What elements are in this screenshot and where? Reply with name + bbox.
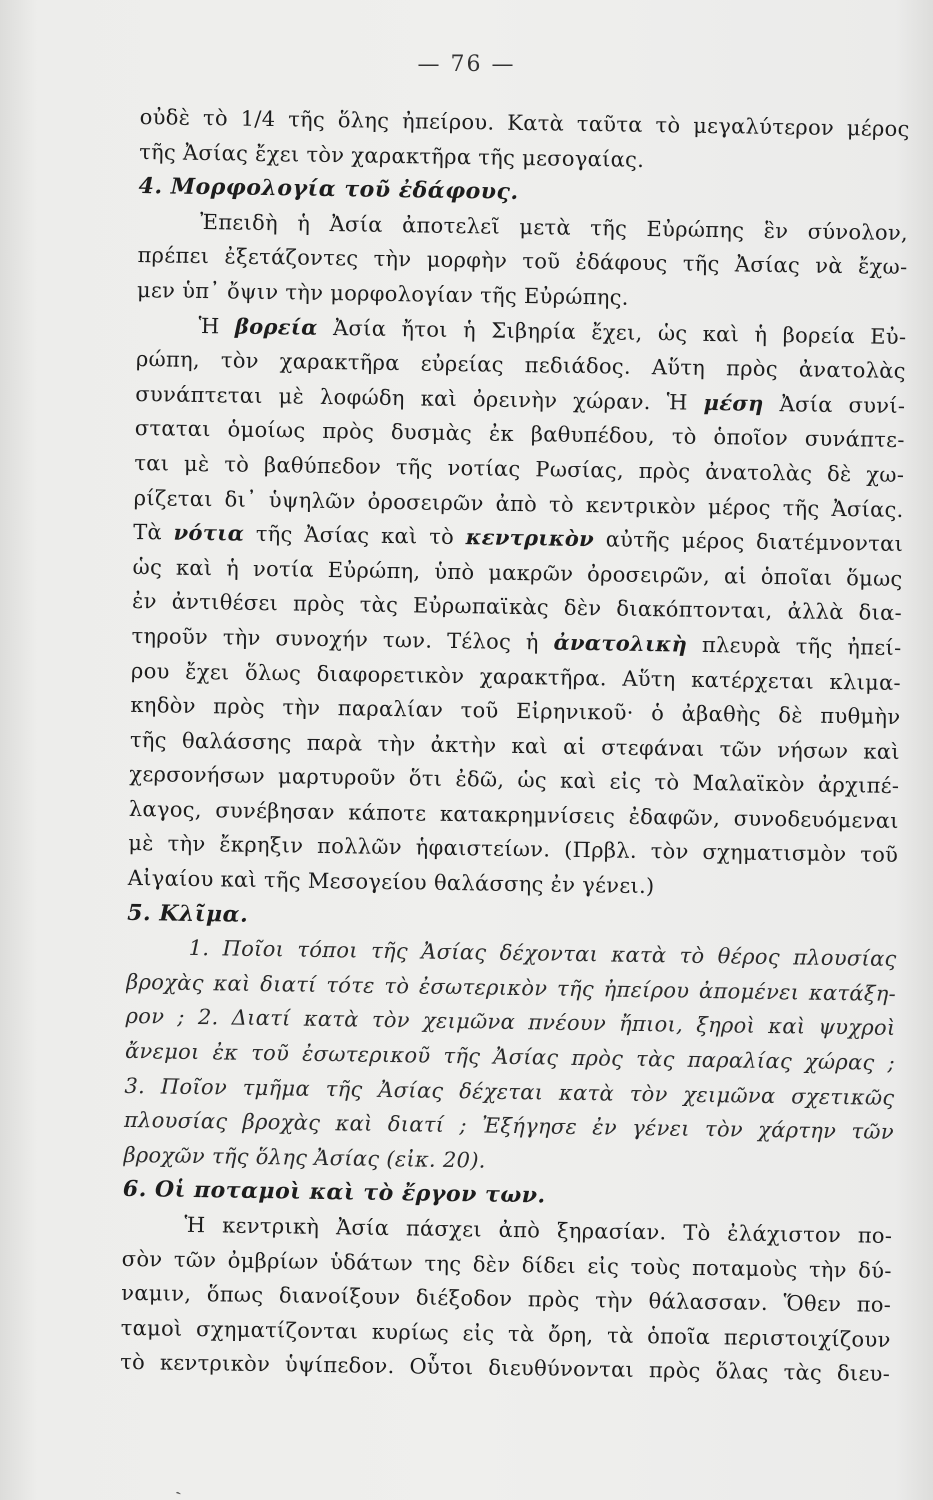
exercise-line: 1. Ποῖοι τόποι τῆς Ἀσίας δέχονται κατὰ τὸ θέρος πλουσίας [188,936,897,972]
text-line: ται μὲ τὸ βαθύπεδον τῆς νοτίας Ρωσίας, πρὸς ἀνατολὰς δὲ χω- [134,450,905,487]
text-span: Ἀσία συνί- [763,391,906,418]
text-line: Ἐπειδὴ ἡ Ἀσία ἀποτελεῖ μετὰ τῆς Εὐρώπης ἓν σύνολον, [199,209,909,245]
text-line: τὸ κεντρικὸν ὑψίπεδον. Οὗτοι διευθύνονται πρὸς ὅλας τὰς διευ- [119,1350,891,1387]
text-span: πλευρὰ τῆς ἠπεί- [686,632,902,660]
text-line: ταμοὶ σχηματίζονται κυρίως εἰς τὰ ὄρη, τὰ ὁποῖα περιστοιχίζουν [120,1315,891,1352]
text-line: ρώπη, τὸν χαρακτῆρα εὐρείας πεδιάδος. Αὕτη πρὸς ἀνατολὰς [135,347,907,384]
exercise-line: ἄνεμοι ἐκ τοῦ ἐσωτερικοῦ τῆς Ἀσίας πρὸς τὰς παραλίας χώρας ; [124,1038,896,1076]
text-line: σταται ὁμοίως πρὸς δυσμὰς ἐκ βαθυπέδου, τὸ ὁποῖον συνάπτε- [134,416,905,453]
text-line: χερσονήσων μαρτυροῦν ὅτι ἐδῶ, ὡς καὶ εἰς τὸ Μαλαϊκὸν ἀρχιπέ- [129,762,900,799]
exercise-line: πλουσίας βροχὰς καὶ διατί ; Ἐξήγησε ἐν γένει τὸν χάρτην τῶν [123,1108,895,1145]
text-span: Τὰ [133,520,174,545]
exercise-line: βροχὰς καὶ διατί τότε τὸ ἐσωτερικὸν τῆς ἠπείρου ἀπομένει κατάξη- [125,969,897,1006]
section-heading: 5. Κλῖμα. [127,899,249,928]
section-heading: 4. Μορφολογία τοῦ ἐδάφους. [138,173,519,206]
exercise-line: βροχῶν τῆς ὅλης Ἀσίας (εἰκ. 20). [123,1142,486,1173]
text-line: πρέπει ἐξετάζοντες τὴν μορφὴν τοῦ ἐδάφους τῆς Ἀσίας νὰ ἔχω- [137,243,908,280]
emphasized-term: κεντρικὸν [465,524,595,552]
text-line: ὡς καὶ ἡ νοτία Εὐρώπη, ὑπὸ μακρῶν ὀροσειρῶν, αἱ ὁποῖαι ὅμως [132,554,903,591]
text-span: συνάπτεται μὲ λοφώδη καὶ ὀρεινὴν χώραν. Ἡ [135,381,704,415]
text-line: μὲ τὴν ἔκρηξιν πολλῶν ἡφαιστείων. (Πρβλ. τὸν σχηματισμὸν τοῦ [128,831,899,868]
text-line: τῆς θαλάσσης παρὰ τὴν ἀκτὴν καὶ αἱ στεφάναι τῶν νήσων καὶ [129,727,901,764]
text-line: τῆς Ἀσίας ἔχει τὸν χαρακτῆρα τῆς μεσογαίας. [139,139,645,172]
text-line: λαγος, συνέβησαν κάποτε κατακρημνίσεις ἐδαφῶν, συνοδευόμεναι [128,796,899,833]
text-line: ναμιν, ὅπως διανοίξουν διέξοδον πρὸς τὴν θάλασσαν. Ὅθεν πο- [121,1281,892,1318]
emphasized-term: νότια [173,519,245,546]
exercise-line: ρον ; 2. Διατί κατὰ τὸν χειμῶνα πνέουν ἤπιοι, ξηροὶ καὶ ψυχροὶ [125,1004,896,1041]
body-text [120,100,910,1392]
text-span: Ἀσία ἤτοι ἡ Σιβηρία ἔχει, ὡς καὶ ἡ βορεία Εὐ- [317,315,907,349]
text-span: τῆς Ἀσίας καὶ τὸ [243,521,466,550]
text-line: σὸν τῶν ὀμβρίων ὑδάτων της δὲν δίδει εἰς τοὺς ποταμοὺς τὴν δύ- [121,1246,892,1283]
exercise-line: 3. Ποῖον τμῆμα τῆς Ἀσίας δέχεται κατὰ τὸν χειμῶνα σχετικῶς [124,1073,895,1110]
text-line: ἐν ἀντιθέσει πρὸς τὰς Εὐρωπαϊκὰς δὲν διακόπτονται, ἀλλὰ δια- [131,589,903,626]
emphasized-term: μέση [703,389,764,416]
section-heading: 6. Οἱ ποταμοὶ καὶ τὸ ἔργον των. [122,1176,546,1209]
text-line: Αἰγαίου καὶ τῆς Μεσογείου θαλάσσης ἐν γένει.) [127,865,655,899]
text-span: αὐτῆς μέρος διατέμνονται [593,527,904,557]
page-number: — 76 — [417,52,516,77]
pencil-mark: ˎ [167,1471,183,1497]
emphasized-term: βορεία [234,313,318,340]
text-line: ρίζεται δι᾿ ὑψηλῶν ὀροσειρῶν ἀπὸ τὸ κεντρικὸν μέρος τῆς Ἀσίας. [133,485,904,522]
text-line: κηδὸν πρὸς τὴν παραλίαν τοῦ Εἰρηνικοῦ· ὁ ἀβαθὴς δὲ πυθμὴν [130,693,901,730]
text-line: Ἡ κεντρικὴ Ἀσία πάσχει ἀπὸ ξηρασίαν. Τὸ ἐλάχιστον πο- [184,1212,893,1248]
text-line: οὐδὲ τὸ 1/4 τῆς ὅλης ἠπείρου. Κατὰ ταῦτα τὸ μεγαλύτερον μέρος [139,104,910,142]
emphasized-term: ἀνατολικὴ [553,629,688,657]
text-line: ρου ἔχει ὅλως διαφορετικὸν χαρακτῆρα. Αὕτη κατέρχεται κλιμα- [130,658,902,695]
text-span: τηροῦν τὴν συνοχήν των. Τέλος ἡ [131,623,554,655]
text-line: μεν ὑπ᾿ ὄψιν τὴν μορφολογίαν τῆς Εὐρώπης. [136,277,629,310]
text-span: Ἡ [198,313,236,339]
